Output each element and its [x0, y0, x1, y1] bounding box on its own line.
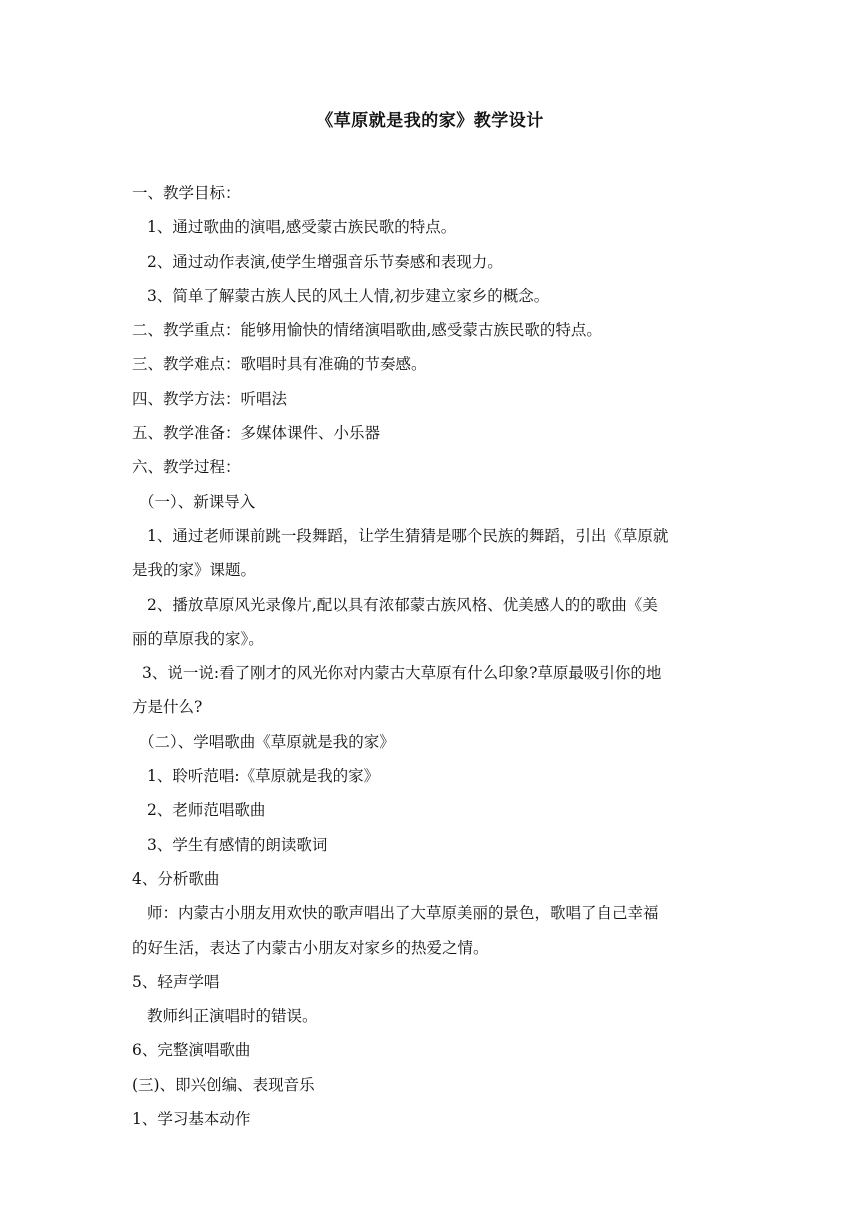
teacher-remark-line-1: 师：内蒙古小朋友用欢快的歌声唱出了大草原美丽的景色，歌唱了自己幸福: [147, 904, 659, 923]
goal-item-3: 3、简单了解蒙古族人民的风土人情,初步建立家乡的概念。: [147, 286, 550, 305]
subsection-learn-song: （二）、学唱歌曲《草原就是我的家》: [139, 732, 395, 751]
section-heading-goals: 一、教学目标：: [132, 184, 241, 202]
goal-item-1: 1、通过歌曲的演唱,感受蒙古族民歌的特点。: [147, 218, 457, 237]
intro-item-1-line-2: 是我的家》课题。: [132, 561, 257, 580]
section-preparation: 五、教学准备：多媒体课件、小乐器: [132, 424, 381, 443]
subsection-intro: （一）、新课导入: [139, 492, 256, 511]
section-methods: 四、教学方法：听唱法: [132, 389, 288, 408]
learn-item-3: 3、学生有感情的朗读歌词: [147, 835, 328, 854]
teacher-remark-line-2: 的好生活，表达了内蒙古小朋友对家乡的热爱之情。: [132, 938, 489, 957]
document-title: 《草原就是我的家》教学设计: [316, 111, 544, 131]
intro-item-3-line-2: 方是什么?: [132, 698, 203, 717]
section-key-points: 二、教学重点：能够用愉快的情绪演唱歌曲,感受蒙古族民歌的特点。: [132, 321, 602, 340]
learn-item-5-detail: 教师纠正演唱时的错误。: [147, 1007, 318, 1026]
learn-item-1: 1、聆听范唱:《草原就是我的家》: [147, 767, 380, 786]
intro-item-1-line-1: 1、通过老师课前跳一段舞蹈，让学生猜猜是哪个民族的舞蹈，引出《草原就: [147, 526, 669, 545]
document-body: [132, 176, 732, 1136]
intro-item-2-line-2: 丽的草原我的家》。: [132, 629, 264, 648]
intro-item-3-line-1: 3、说一说:看了刚才的风光你对内蒙古大草原有什么印象?草原最吸引你的地: [142, 664, 662, 683]
learn-item-6: 6、完整演唱歌曲: [132, 1041, 251, 1060]
section-difficulties: 三、教学难点：歌唱时具有准确的节奏感。: [132, 355, 427, 374]
creation-item-1: 1、学习基本动作: [132, 1110, 251, 1129]
learn-item-4: 4、分析歌曲: [132, 869, 220, 888]
learn-item-5: 5、轻声学唱: [132, 972, 220, 991]
learn-item-2: 2、老师范唱歌曲: [147, 801, 266, 820]
goal-item-2: 2、通过动作表演,使学生增强音乐节奏感和表现力。: [147, 252, 503, 271]
intro-item-2-line-1: 2、播放草原风光录像片,配以具有浓郁蒙古族风格、优美感人的的歌曲《美: [147, 595, 658, 614]
section-process: 六、教学过程：: [132, 458, 241, 477]
subsection-creation: (三)、即兴创编、表现音乐: [132, 1075, 315, 1094]
